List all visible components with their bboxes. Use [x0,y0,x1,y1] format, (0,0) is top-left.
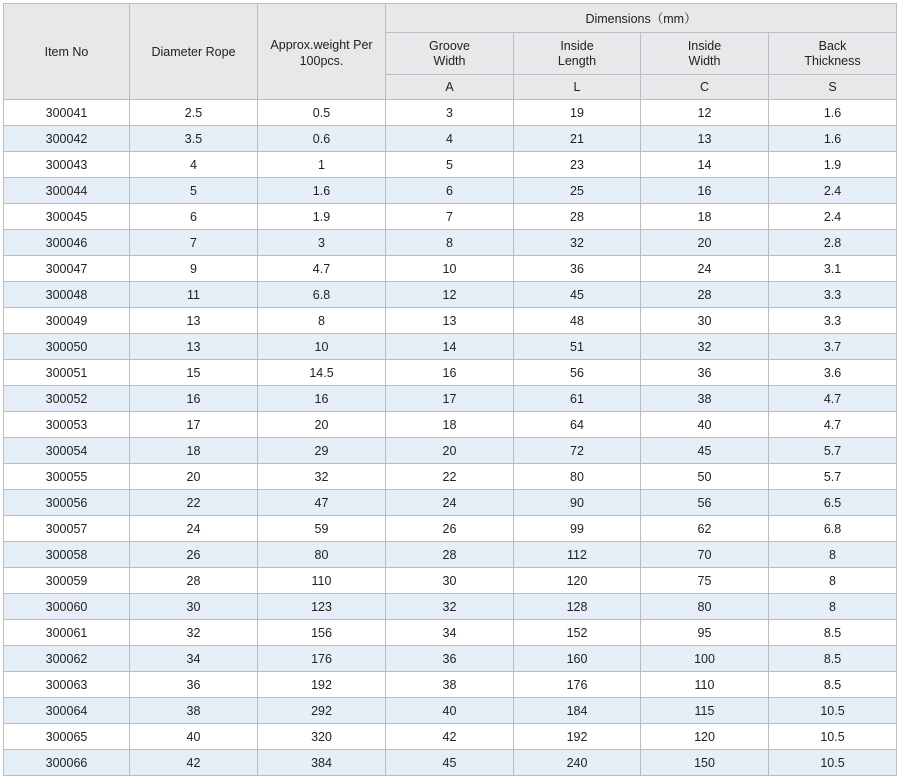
cell-back-thickness: 3.7 [769,334,897,360]
cell-inside-width: 30 [641,308,769,334]
cell-inside-width: 24 [641,256,769,282]
table-row [4,490,897,516]
cell-back-thickness: 5.7 [769,438,897,464]
cell-item-no: 300052 [4,386,130,412]
table-row [4,308,897,334]
cell-inside-length: 240 [514,750,641,776]
cell-diameter-rope: 17 [130,412,258,438]
cell-inside-width: 32 [641,334,769,360]
table-row [4,724,897,750]
cell-inside-width: 70 [641,542,769,568]
cell-inside-length: 90 [514,490,641,516]
cell-approx-weight: 6.8 [258,282,386,308]
cell-inside-length: 45 [514,282,641,308]
cell-approx-weight: 47 [258,490,386,516]
cell-inside-length: 160 [514,646,641,672]
table-row [4,646,897,672]
table-row [4,204,897,230]
header-inside-width-line1: Inside [687,38,722,53]
cell-diameter-rope: 26 [130,542,258,568]
cell-groove-width: 3 [386,100,514,126]
cell-diameter-rope: 11 [130,282,258,308]
cell-back-thickness: 10.5 [769,750,897,776]
cell-inside-length: 176 [514,672,641,698]
cell-back-thickness: 4.7 [769,386,897,412]
cell-item-no: 300059 [4,568,130,594]
cell-diameter-rope: 13 [130,308,258,334]
cell-back-thickness: 8 [769,594,897,620]
cell-inside-width: 28 [641,282,769,308]
cell-item-no: 300060 [4,594,130,620]
cell-approx-weight: 1.9 [258,204,386,230]
cell-item-no: 300063 [4,672,130,698]
cell-inside-length: 80 [514,464,641,490]
cell-item-no: 300058 [4,542,130,568]
cell-item-no: 300057 [4,516,130,542]
cell-back-thickness: 8 [769,568,897,594]
table-row [4,464,897,490]
cell-approx-weight: 14.5 [258,360,386,386]
cell-groove-width: 28 [386,542,514,568]
cell-diameter-rope: 20 [130,464,258,490]
cell-diameter-rope: 2.5 [130,100,258,126]
cell-back-thickness: 6.8 [769,516,897,542]
cell-groove-width: 10 [386,256,514,282]
cell-inside-width: 50 [641,464,769,490]
header-inside-length [514,33,641,75]
cell-back-thickness: 2.4 [769,178,897,204]
cell-inside-width: 120 [641,724,769,750]
cell-item-no: 300043 [4,152,130,178]
cell-groove-width: 36 [386,646,514,672]
cell-groove-width: 40 [386,698,514,724]
cell-groove-width: 38 [386,672,514,698]
cell-item-no: 300050 [4,334,130,360]
cell-diameter-rope: 32 [130,620,258,646]
cell-inside-length: 152 [514,620,641,646]
table-row [4,230,897,256]
header-approx-weight-line2: 100pcs. [299,54,344,68]
cell-back-thickness: 1.6 [769,100,897,126]
cell-diameter-rope: 34 [130,646,258,672]
cell-approx-weight: 16 [258,386,386,412]
cell-back-thickness: 3.6 [769,360,897,386]
cell-item-no: 300056 [4,490,130,516]
cell-approx-weight: 384 [258,750,386,776]
cell-inside-width: 115 [641,698,769,724]
table-row [4,100,897,126]
cell-item-no: 300055 [4,464,130,490]
cell-inside-length: 72 [514,438,641,464]
cell-groove-width: 20 [386,438,514,464]
cell-inside-length: 112 [514,542,641,568]
cell-approx-weight: 29 [258,438,386,464]
table-row [4,178,897,204]
header-item-no: Item No [4,4,130,100]
cell-item-no: 300064 [4,698,130,724]
cell-inside-length: 23 [514,152,641,178]
cell-diameter-rope: 38 [130,698,258,724]
cell-inside-width: 150 [641,750,769,776]
cell-inside-length: 99 [514,516,641,542]
cell-inside-width: 100 [641,646,769,672]
table-row [4,282,897,308]
cell-diameter-rope: 24 [130,516,258,542]
header-groove-width-line1: Groove [429,38,470,53]
cell-inside-width: 40 [641,412,769,438]
cell-inside-width: 62 [641,516,769,542]
cell-inside-length: 61 [514,386,641,412]
cell-approx-weight: 32 [258,464,386,490]
cell-groove-width: 8 [386,230,514,256]
cell-back-thickness: 4.7 [769,412,897,438]
cell-diameter-rope: 28 [130,568,258,594]
cell-diameter-rope: 4 [130,152,258,178]
cell-diameter-rope: 30 [130,594,258,620]
cell-approx-weight: 110 [258,568,386,594]
cell-approx-weight: 59 [258,516,386,542]
cell-diameter-rope: 42 [130,750,258,776]
cell-diameter-rope: 5 [130,178,258,204]
table-row [4,620,897,646]
cell-approx-weight: 292 [258,698,386,724]
cell-item-no: 300049 [4,308,130,334]
header-inside-width [641,33,769,75]
cell-groove-width: 13 [386,308,514,334]
table-row [4,594,897,620]
header-diameter-rope: Diameter Rope [130,4,258,100]
cell-groove-width: 17 [386,386,514,412]
dimensions-spec-table [3,3,897,776]
table-row [4,412,897,438]
cell-groove-width: 18 [386,412,514,438]
cell-groove-width: 12 [386,282,514,308]
cell-item-no: 300051 [4,360,130,386]
cell-back-thickness: 1.9 [769,152,897,178]
table-row [4,386,897,412]
cell-approx-weight: 192 [258,672,386,698]
cell-inside-length: 28 [514,204,641,230]
header-symbol-c: C [641,75,769,100]
cell-groove-width: 16 [386,360,514,386]
table-row [4,516,897,542]
cell-item-no: 300053 [4,412,130,438]
cell-back-thickness: 8 [769,542,897,568]
cell-groove-width: 26 [386,516,514,542]
cell-item-no: 300066 [4,750,130,776]
cell-item-no: 300061 [4,620,130,646]
cell-diameter-rope: 15 [130,360,258,386]
cell-back-thickness: 5.7 [769,464,897,490]
cell-groove-width: 5 [386,152,514,178]
cell-approx-weight: 10 [258,334,386,360]
cell-diameter-rope: 36 [130,672,258,698]
cell-groove-width: 45 [386,750,514,776]
header-inside-length-line1: Inside [560,38,594,53]
cell-diameter-rope: 9 [130,256,258,282]
cell-back-thickness: 3.3 [769,308,897,334]
cell-item-no: 300054 [4,438,130,464]
cell-diameter-rope: 18 [130,438,258,464]
header-back-thickness-line2: Thickness [804,53,861,68]
cell-approx-weight: 80 [258,542,386,568]
cell-groove-width: 4 [386,126,514,152]
header-inside-width-line2: Width [688,53,721,68]
cell-groove-width: 42 [386,724,514,750]
cell-diameter-rope: 3.5 [130,126,258,152]
cell-back-thickness: 6.5 [769,490,897,516]
cell-back-thickness: 3.3 [769,282,897,308]
cell-back-thickness: 8.5 [769,672,897,698]
cell-diameter-rope: 22 [130,490,258,516]
cell-inside-length: 25 [514,178,641,204]
cell-inside-width: 12 [641,100,769,126]
cell-approx-weight: 3 [258,230,386,256]
cell-inside-width: 56 [641,490,769,516]
cell-approx-weight: 320 [258,724,386,750]
cell-inside-width: 16 [641,178,769,204]
cell-inside-length: 19 [514,100,641,126]
cell-back-thickness: 8.5 [769,620,897,646]
cell-inside-length: 21 [514,126,641,152]
cell-inside-width: 38 [641,386,769,412]
header-symbol-s: S [769,75,897,100]
cell-inside-width: 75 [641,568,769,594]
cell-inside-width: 95 [641,620,769,646]
cell-groove-width: 34 [386,620,514,646]
cell-groove-width: 6 [386,178,514,204]
cell-approx-weight: 176 [258,646,386,672]
cell-item-no: 300048 [4,282,130,308]
cell-inside-width: 14 [641,152,769,178]
cell-inside-width: 18 [641,204,769,230]
cell-groove-width: 14 [386,334,514,360]
cell-item-no: 300062 [4,646,130,672]
header-groove-width [386,33,514,75]
cell-item-no: 300046 [4,230,130,256]
cell-diameter-rope: 40 [130,724,258,750]
table-row [4,698,897,724]
cell-approx-weight: 0.6 [258,126,386,152]
cell-inside-length: 184 [514,698,641,724]
cell-inside-width: 36 [641,360,769,386]
cell-approx-weight: 1 [258,152,386,178]
cell-inside-width: 45 [641,438,769,464]
cell-inside-length: 120 [514,568,641,594]
cell-inside-length: 51 [514,334,641,360]
cell-groove-width: 7 [386,204,514,230]
table-row [4,334,897,360]
cell-groove-width: 22 [386,464,514,490]
table-row [4,568,897,594]
cell-back-thickness: 8.5 [769,646,897,672]
cell-approx-weight: 0.5 [258,100,386,126]
cell-item-no: 300042 [4,126,130,152]
header-dimensions: Dimensions（mm） [386,4,897,33]
cell-approx-weight: 8 [258,308,386,334]
table-header [4,4,897,100]
cell-inside-length: 32 [514,230,641,256]
cell-item-no: 300045 [4,204,130,230]
header-symbol-a: A [386,75,514,100]
cell-inside-width: 20 [641,230,769,256]
cell-diameter-rope: 6 [130,204,258,230]
cell-back-thickness: 1.6 [769,126,897,152]
table-row [4,542,897,568]
header-back-thickness-line1: Back [818,38,847,53]
cell-inside-length: 128 [514,594,641,620]
cell-inside-length: 36 [514,256,641,282]
table-row [4,256,897,282]
table-row [4,438,897,464]
cell-back-thickness: 10.5 [769,698,897,724]
cell-inside-width: 110 [641,672,769,698]
cell-item-no: 300041 [4,100,130,126]
cell-groove-width: 30 [386,568,514,594]
cell-groove-width: 32 [386,594,514,620]
cell-back-thickness: 3.1 [769,256,897,282]
cell-diameter-rope: 16 [130,386,258,412]
cell-item-no: 300065 [4,724,130,750]
cell-inside-length: 64 [514,412,641,438]
table-row [4,152,897,178]
cell-approx-weight: 156 [258,620,386,646]
cell-item-no: 300044 [4,178,130,204]
cell-inside-length: 56 [514,360,641,386]
cell-back-thickness: 2.4 [769,204,897,230]
cell-approx-weight: 123 [258,594,386,620]
cell-back-thickness: 10.5 [769,724,897,750]
cell-approx-weight: 20 [258,412,386,438]
cell-inside-width: 13 [641,126,769,152]
cell-inside-length: 192 [514,724,641,750]
cell-diameter-rope: 13 [130,334,258,360]
header-approx-weight [258,4,386,100]
table-row [4,126,897,152]
cell-inside-length: 48 [514,308,641,334]
cell-approx-weight: 4.7 [258,256,386,282]
table-row [4,672,897,698]
header-symbol-l: L [514,75,641,100]
cell-groove-width: 24 [386,490,514,516]
cell-approx-weight: 1.6 [258,178,386,204]
header-groove-width-line2: Width [433,53,466,68]
header-inside-length-line2: Length [557,53,597,68]
header-back-thickness [769,33,897,75]
cell-diameter-rope: 7 [130,230,258,256]
cell-inside-width: 80 [641,594,769,620]
table-body [4,100,897,776]
cell-item-no: 300047 [4,256,130,282]
header-approx-weight-line1: Approx.weight Per [270,38,373,52]
cell-back-thickness: 2.8 [769,230,897,256]
table-row [4,750,897,776]
table-row [4,360,897,386]
